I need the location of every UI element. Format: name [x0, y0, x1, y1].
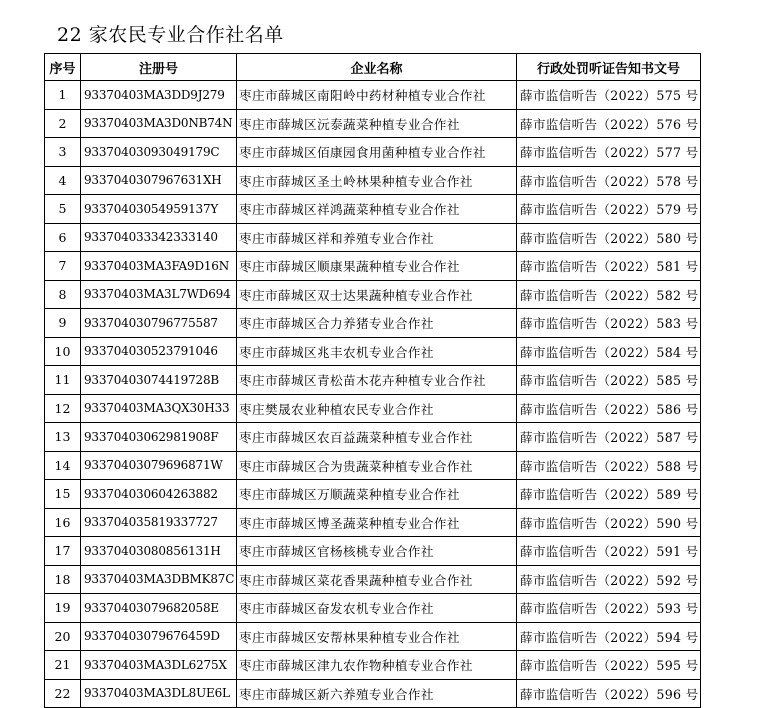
document-number: 薛市监信听告（2022）579 号 — [517, 195, 701, 224]
document-number: 薛市监信听告（2022）589 号 — [517, 480, 701, 509]
registration-number: 93370403054959137Y — [81, 195, 237, 224]
company-name: 枣庄市薛城区祥和养殖专业合作社 — [237, 223, 517, 252]
company-name: 枣庄市薛城区菜花香果蔬种植专业合作社 — [237, 565, 517, 594]
registration-number: 93370403MA3QX30H33 — [81, 394, 237, 423]
row-number: 7 — [45, 252, 81, 281]
document-number: 薛市监信听告（2022）588 号 — [517, 451, 701, 480]
registration-number: 93370403062981908F — [81, 423, 237, 452]
table-row — [45, 166, 701, 195]
row-number: 20 — [45, 622, 81, 651]
table-row — [45, 337, 701, 366]
company-name: 枣庄市薛城区青松苗木花卉种植专业合作社 — [237, 366, 517, 395]
header-doc: 行政处罚听证告知书文号 — [517, 54, 701, 81]
registration-number: 93370403093049179C — [81, 138, 237, 167]
header-reg: 注册号 — [81, 54, 237, 81]
document-number: 薛市监信听告（2022）590 号 — [517, 508, 701, 537]
document-number: 薛市监信听告（2022）581 号 — [517, 252, 701, 281]
registration-number: 93370403MA3FA9D16N — [81, 252, 237, 281]
company-name: 枣庄市薛城区沅泰蔬菜种植专业合作社 — [237, 109, 517, 138]
document-number: 薛市监信听告（2022）578 号 — [517, 166, 701, 195]
company-name: 枣庄市薛城区圣土岭林果种植专业合作社 — [237, 166, 517, 195]
table-row — [45, 309, 701, 338]
row-number: 3 — [45, 138, 81, 167]
table-header-row — [45, 54, 701, 81]
table-row — [45, 508, 701, 537]
row-number: 6 — [45, 223, 81, 252]
registration-number: 93370403079696871W — [81, 451, 237, 480]
table-row — [45, 366, 701, 395]
header-no: 序号 — [45, 54, 81, 81]
cooperative-list-table — [44, 53, 701, 708]
company-name: 枣庄市薛城区顺康果蔬种植专业合作社 — [237, 252, 517, 281]
document-number: 薛市监信听告（2022）577 号 — [517, 138, 701, 167]
row-number: 15 — [45, 480, 81, 509]
company-name: 枣庄市薛城区南阳岭中药材种植专业合作社 — [237, 81, 517, 110]
row-number: 9 — [45, 309, 81, 338]
company-name: 枣庄市薛城区合为贵蔬菜种植专业合作社 — [237, 451, 517, 480]
row-number: 19 — [45, 594, 81, 623]
row-number: 11 — [45, 366, 81, 395]
row-number: 17 — [45, 537, 81, 566]
registration-number: 93370403MA3DL6275X — [81, 651, 237, 680]
registration-number: 93370403MA3DD9J279 — [81, 81, 237, 110]
company-name: 枣庄市薛城区新六养殖专业合作社 — [237, 679, 517, 708]
page-title: 22 家农民专业合作社名单 — [57, 24, 284, 46]
company-name: 枣庄市薛城区祥鸿蔬菜种植专业合作社 — [237, 195, 517, 224]
row-number: 10 — [45, 337, 81, 366]
row-number: 16 — [45, 508, 81, 537]
table-row — [45, 679, 701, 708]
registration-number: 93370403074419728B — [81, 366, 237, 395]
table-row — [45, 651, 701, 680]
registration-number: 93370403MA3D0NB74N — [81, 109, 237, 138]
document-number: 薛市监信听告（2022）593 号 — [517, 594, 701, 623]
document-number: 薛市监信听告（2022）580 号 — [517, 223, 701, 252]
document-number: 薛市监信听告（2022）576 号 — [517, 109, 701, 138]
registration-number: 93370403MA3DL8UE6L — [81, 679, 237, 708]
row-number: 4 — [45, 166, 81, 195]
row-number: 22 — [45, 679, 81, 708]
table-row — [45, 594, 701, 623]
company-name: 枣庄市薛城区奋发农机专业合作社 — [237, 594, 517, 623]
registration-number: 93370403079676459D — [81, 622, 237, 651]
company-name: 枣庄市薛城区兆丰农机专业合作社 — [237, 337, 517, 366]
registration-number: 933704035819337727 — [81, 508, 237, 537]
row-number: 13 — [45, 423, 81, 452]
registration-number: 9337040307967631XH — [81, 166, 237, 195]
document-number: 薛市监信听告（2022）586 号 — [517, 394, 701, 423]
company-name: 枣庄市薛城区官杨核桃专业合作社 — [237, 537, 517, 566]
document-number: 薛市监信听告（2022）587 号 — [517, 423, 701, 452]
row-number: 14 — [45, 451, 81, 480]
document-number: 薛市监信听告（2022）591 号 — [517, 537, 701, 566]
table-row — [45, 138, 701, 167]
header-name: 企业名称 — [237, 54, 517, 81]
table-row — [45, 394, 701, 423]
table-row — [45, 565, 701, 594]
row-number: 12 — [45, 394, 81, 423]
document-number: 薛市监信听告（2022）585 号 — [517, 366, 701, 395]
table-row — [45, 423, 701, 452]
table-row — [45, 480, 701, 509]
company-name: 枣庄市薛城区双士达果蔬种植专业合作社 — [237, 280, 517, 309]
registration-number: 93370403079682058E — [81, 594, 237, 623]
document-number: 薛市监信听告（2022）592 号 — [517, 565, 701, 594]
table-row — [45, 81, 701, 110]
company-name: 枣庄市薛城区合力养猪专业合作社 — [237, 309, 517, 338]
company-name: 枣庄市薛城区博圣蔬菜种植专业合作社 — [237, 508, 517, 537]
registration-number: 933704030796775587 — [81, 309, 237, 338]
document-number: 薛市监信听告（2022）595 号 — [517, 651, 701, 680]
company-name: 枣庄市薛城区农百益蔬菜种植专业合作社 — [237, 423, 517, 452]
document-number: 薛市监信听告（2022）583 号 — [517, 309, 701, 338]
row-number: 8 — [45, 280, 81, 309]
registration-number: 933704030604263882 — [81, 480, 237, 509]
table-row — [45, 109, 701, 138]
row-number: 21 — [45, 651, 81, 680]
row-number: 2 — [45, 109, 81, 138]
company-name: 枣庄樊晟农业种植农民专业合作社 — [237, 394, 517, 423]
table-row — [45, 252, 701, 281]
registration-number: 93370403MA3DBMK87C — [81, 565, 237, 594]
document-number: 薛市监信听告（2022）596 号 — [517, 679, 701, 708]
table-row — [45, 451, 701, 480]
registration-number: 933704030523791046 — [81, 337, 237, 366]
row-number: 1 — [45, 81, 81, 110]
document-number: 薛市监信听告（2022）575 号 — [517, 81, 701, 110]
document-number: 薛市监信听告（2022）584 号 — [517, 337, 701, 366]
table-row — [45, 280, 701, 309]
registration-number: 93370403080856131H — [81, 537, 237, 566]
table-row — [45, 195, 701, 224]
row-number: 18 — [45, 565, 81, 594]
document-number: 薛市监信听告（2022）582 号 — [517, 280, 701, 309]
company-name: 枣庄市薛城区佰康园食用菌种植专业合作社 — [237, 138, 517, 167]
company-name: 枣庄市薛城区安帮林果种植专业合作社 — [237, 622, 517, 651]
company-name: 枣庄市薛城区津九农作物种植专业合作社 — [237, 651, 517, 680]
registration-number: 933704033342333140 — [81, 223, 237, 252]
row-number: 5 — [45, 195, 81, 224]
document-number: 薛市监信听告（2022）594 号 — [517, 622, 701, 651]
table-row — [45, 223, 701, 252]
registration-number: 93370403MA3L7WD694 — [81, 280, 237, 309]
table-row — [45, 537, 701, 566]
company-name: 枣庄市薛城区万顺蔬菜种植专业合作社 — [237, 480, 517, 509]
table-row — [45, 622, 701, 651]
